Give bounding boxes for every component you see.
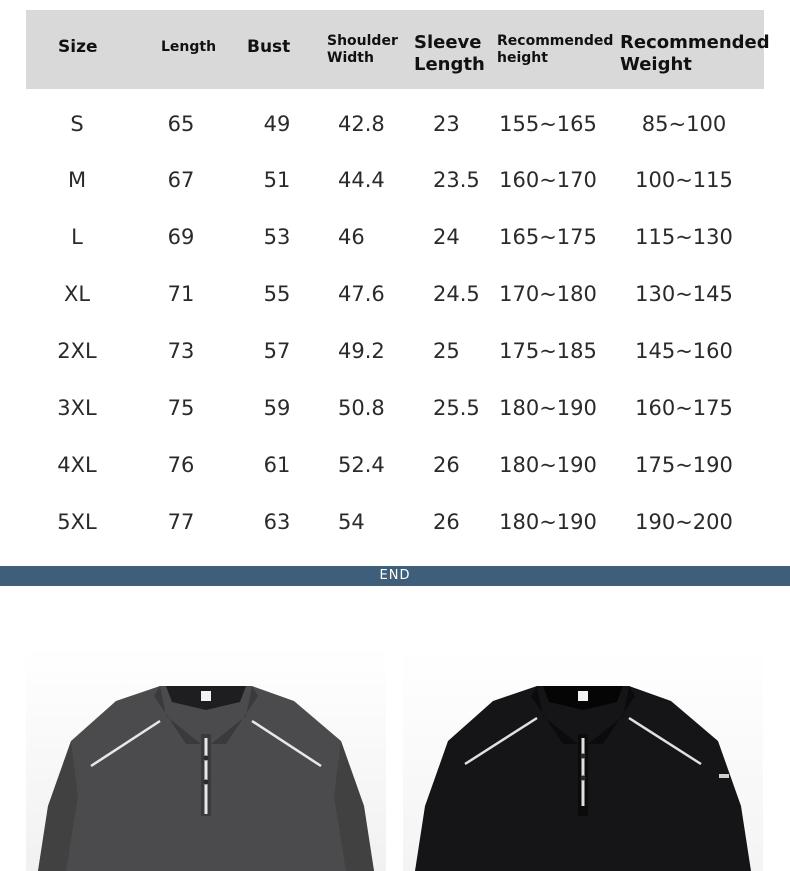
cell-size: 4XL [57,453,97,477]
cell-length: 67 [167,168,195,192]
cell-sleeve: 26 [433,510,460,534]
product-photo-gray-polo [26,646,386,871]
cell-length: 69 [167,225,195,249]
end-bar [0,566,790,586]
cell-weight: 115~130 [635,225,733,249]
cell-sleeve: 26 [433,453,460,477]
collar-label [578,691,588,701]
header-sleeve [414,32,485,75]
header-height-line1: Recommended [497,33,614,49]
button-2 [204,780,209,785]
cell-length: 65 [167,112,195,136]
header-length-line1: Length [161,39,217,55]
polo-shirt-gray [38,686,374,871]
cell-sleeve: 25 [433,339,460,363]
cell-sleeve: 25.5 [433,396,480,420]
cell-height: 175~185 [499,339,597,363]
cell-weight: 190~200 [635,510,733,534]
table-row [0,388,790,428]
cell-size: L [71,225,83,249]
cell-height: 180~190 [499,396,597,420]
cell-size: 2XL [57,339,97,363]
cell-sleeve: 23.5 [433,168,480,192]
header-size [58,37,98,57]
cell-length: 75 [167,396,195,420]
cell-shoulder: 49.2 [338,339,385,363]
end-label: END [379,568,411,583]
cell-size: XL [63,282,91,306]
cell-shoulder: 52.4 [338,453,385,477]
button-1 [204,756,209,761]
cell-shoulder: 42.8 [338,112,385,136]
cell-shoulder: 50.8 [338,396,385,420]
cell-height: 165~175 [499,225,597,249]
header-height [497,33,613,67]
cell-length: 76 [167,453,195,477]
cell-height: 160~170 [499,168,597,192]
header-size-line1: Size [58,37,98,57]
header-bust [247,37,290,57]
button-2 [581,776,586,781]
collar-label [201,691,211,701]
header-bust-line1: Bust [247,37,291,57]
cell-shoulder: 46 [338,225,365,249]
cell-size: 5XL [57,510,97,534]
header-weight-line2: Weight [620,53,692,75]
cell-shoulder: 47.6 [338,282,385,306]
header-shoulder-line2: Width [327,49,374,66]
table-row [0,274,790,314]
header-weight-line1: Recommended [620,32,770,53]
cell-weight: 145~160 [635,339,733,363]
button-1 [581,754,586,759]
cell-weight: 160~175 [635,396,733,420]
cell-length: 73 [167,339,195,363]
cell-weight: 100~115 [635,168,733,192]
sleeve-logo [719,774,729,778]
cell-length: 71 [167,282,195,306]
cell-bust: 53 [263,225,291,249]
cell-height: 180~190 [499,510,597,534]
header-sleeve-line1: Sleeve [414,32,482,53]
cell-bust: 61 [263,453,291,477]
cell-height: 170~180 [499,282,597,306]
cell-sleeve: 24.5 [433,282,480,306]
cell-sleeve: 24 [433,225,460,249]
cell-shoulder: 54 [338,510,365,534]
polo-shirt-black [415,686,751,871]
cell-bust: 49 [263,112,291,136]
cell-bust: 55 [263,282,291,306]
cell-height: 155~165 [499,112,597,136]
cell-bust: 63 [263,510,291,534]
cell-size: S [70,112,84,136]
table-row [0,217,790,257]
table-row [0,445,790,485]
cell-weight: 130~145 [635,282,733,306]
cell-size: 3XL [57,396,97,420]
header-length [161,39,216,56]
product-photo-black-polo [403,646,763,871]
table-row [0,331,790,371]
cell-bust: 57 [263,339,291,363]
cell-shoulder: 44.4 [338,168,385,192]
header-shoulder [327,33,398,67]
header-shoulder-line1: Shoulder [327,33,398,49]
cell-weight: 175~190 [635,453,733,477]
header-height-line2: height [497,49,548,66]
cell-bust: 51 [263,168,291,192]
header-sleeve-line2: Length [414,53,485,75]
header-weight [620,32,770,75]
cell-height: 180~190 [499,453,597,477]
cell-sleeve: 23 [433,112,460,136]
cell-size: M [67,168,87,192]
table-row [0,104,790,144]
cell-length: 77 [167,510,195,534]
table-row [0,502,790,542]
cell-weight: 85~100 [641,112,727,136]
cell-bust: 59 [263,396,291,420]
table-row [0,160,790,200]
